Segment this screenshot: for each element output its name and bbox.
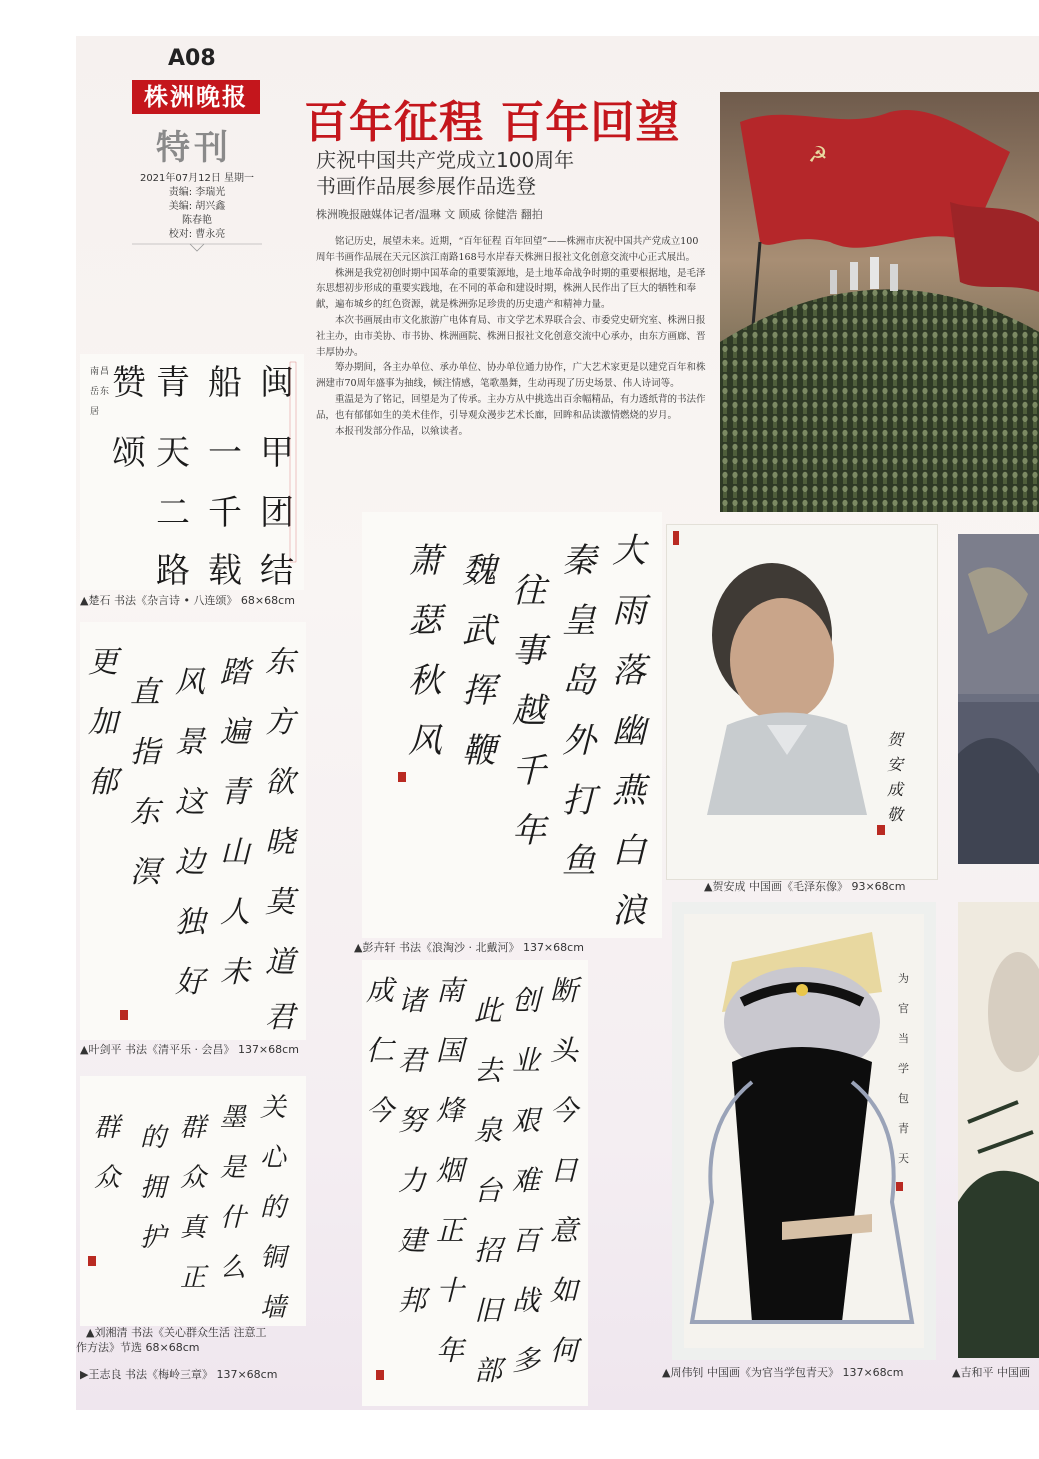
sub-headline-1: 庆祝中国共产党成立100周年 [316, 148, 575, 172]
svg-text:的: 的 [140, 1123, 167, 1153]
svg-text:日: 日 [550, 1154, 579, 1187]
svg-text:天: 天 [898, 1152, 909, 1165]
svg-text:墙: 墙 [260, 1293, 287, 1323]
svg-text:烟: 烟 [436, 1154, 465, 1187]
svg-text:雨: 雨 [612, 591, 646, 631]
svg-text:指: 指 [130, 735, 160, 770]
svg-text:建: 建 [398, 1224, 427, 1257]
newspaper-page [76, 36, 1039, 1410]
calligraphy-artwork-5 [362, 960, 588, 1406]
svg-text:墨: 墨 [220, 1103, 247, 1133]
svg-text:断: 断 [550, 974, 579, 1007]
svg-text:努: 努 [398, 1104, 427, 1137]
svg-text:泉: 泉 [474, 1114, 503, 1147]
calligraphy-artwork-3 [80, 1076, 306, 1326]
svg-text:浪: 浪 [612, 891, 646, 931]
editorial-credits [132, 172, 262, 259]
svg-text:外: 外 [562, 721, 596, 761]
caption: ▲彭卉轩 书法《浪淘沙 · 北戴河》 137×68cm [354, 941, 584, 954]
svg-text:青: 青 [156, 363, 190, 403]
svg-text:白: 白 [612, 831, 646, 871]
svg-text:这: 这 [175, 785, 205, 820]
svg-text:二: 二 [156, 493, 190, 533]
svg-text:武: 武 [462, 611, 496, 651]
svg-text:大: 大 [612, 531, 646, 571]
svg-text:踏: 踏 [220, 655, 250, 690]
svg-text:风: 风 [175, 665, 205, 700]
svg-text:正: 正 [180, 1263, 207, 1293]
svg-text:挥: 挥 [462, 671, 496, 711]
svg-text:越: 越 [512, 691, 546, 731]
svg-text:南: 南 [436, 974, 465, 1007]
svg-text:仁: 仁 [366, 1034, 395, 1067]
svg-text:君: 君 [265, 1000, 295, 1035]
svg-text:东: 东 [265, 645, 295, 680]
svg-text:千: 千 [208, 493, 242, 533]
svg-text:心: 心 [260, 1143, 287, 1173]
article-paragraph: 铭记历史，展望未来。近期，“百年征程 百年回望”——株洲市庆祝中国共产党成立100周年书画作品展在天元区滨江南路168号水岸春天株洲日报社文化创意交流中心正式展出。 [316, 236, 699, 263]
svg-text:何: 何 [550, 1334, 579, 1367]
svg-text:秋: 秋 [408, 661, 442, 701]
svg-text:么: 么 [220, 1253, 247, 1283]
svg-text:部: 部 [474, 1354, 503, 1387]
svg-text:郁: 郁 [88, 765, 118, 800]
svg-text:去: 去 [474, 1054, 503, 1087]
svg-text:人: 人 [220, 895, 250, 930]
svg-text:多: 多 [512, 1344, 541, 1377]
svg-text:十: 十 [436, 1274, 465, 1307]
svg-text:一: 一 [208, 433, 242, 473]
caption: ▶王志良 书法《梅岭三章》 137×68cm [80, 1368, 278, 1381]
article-paragraph: 本次书画展由市文化旅游广电体育局、市文学艺术界联合会、市委党史研究室、株洲日报社主办，由市美协、市书协、株洲画院、株洲日报社文化创意交流中心承办，由东方画廊、晋丰厚协办。 [316, 314, 706, 358]
svg-text:加: 加 [88, 705, 118, 740]
chevron-down-icon [132, 242, 262, 254]
art-editor-credit-2: 陈春艳 [182, 215, 212, 226]
svg-text:青: 青 [220, 775, 250, 810]
svg-text:颂: 颂 [112, 433, 146, 473]
svg-text:青: 青 [898, 1122, 909, 1135]
svg-text:风: 风 [408, 721, 442, 761]
svg-text:学: 学 [898, 1062, 909, 1075]
svg-text:包: 包 [898, 1092, 909, 1105]
svg-text:赞: 赞 [112, 363, 146, 403]
svg-text:船: 船 [208, 363, 242, 403]
publish-date: 2021年07月12日 星期一 [139, 173, 255, 184]
svg-text:护: 护 [140, 1223, 167, 1253]
svg-text:拥: 拥 [140, 1173, 167, 1203]
svg-text:众: 众 [94, 1163, 121, 1193]
svg-text:好: 好 [175, 965, 205, 1000]
svg-text:当: 当 [898, 1032, 909, 1045]
svg-text:欲: 欲 [265, 765, 295, 800]
svg-text:年: 年 [512, 811, 546, 851]
article-paragraph: 株洲是我党初创时期中国革命的重要策源地，是土地革命战争时期的重要根据地，是毛泽东思想初步形成的重要实践地，在不同的革命和建设时期，株洲人民作出了巨大的牺牲和奉献，遍布城乡的红色资源，就是株洲弥足珍贵的历史遗产和精神力量。 [316, 267, 706, 311]
svg-text:艰: 艰 [512, 1104, 541, 1137]
svg-text:年: 年 [436, 1334, 465, 1367]
svg-text:安: 安 [887, 755, 904, 774]
svg-text:皇: 皇 [562, 601, 596, 641]
svg-text:创: 创 [512, 984, 541, 1017]
svg-text:什: 什 [220, 1203, 247, 1233]
main-headline: 百年征程 百年回望 [304, 97, 681, 148]
svg-text:☭: ☭ [808, 143, 828, 168]
article-paragraph: 重温是为了铭记，回望是为了传承。主办方从中挑选出百余幅精品，有力透纸背的书法作品，也有郁郁如生的美术佳作，引导观众漫步艺术长廊，回眸和品读激情燃烧的岁月。 [316, 393, 706, 421]
caption: ▲周伟钊 中国画《为官当学包青天》 137×68cm [662, 1366, 904, 1379]
svg-text:结: 结 [260, 551, 294, 590]
article-paragraph: 筹办期间，各主办单位、承办单位、协办单位通力协作，广大艺术家更是以建党百年和株洲建市70周年盛事为抽线，倾注情感，笔歌墨舞，生动再现了历史场景、伟人诗词等。 [316, 362, 706, 390]
svg-text:方: 方 [265, 705, 295, 740]
svg-text:头: 头 [550, 1034, 579, 1067]
svg-text:今: 今 [550, 1094, 579, 1127]
svg-text:更: 更 [88, 645, 118, 680]
svg-text:打: 打 [562, 781, 596, 821]
svg-text:边: 边 [175, 845, 205, 880]
figure-painting [672, 902, 936, 1360]
svg-text:成: 成 [366, 974, 395, 1007]
svg-text:景: 景 [175, 725, 205, 760]
svg-text:岛: 岛 [562, 661, 596, 701]
svg-text:成: 成 [887, 780, 904, 799]
svg-text:岳: 岳 [90, 387, 100, 397]
svg-text:众: 众 [180, 1163, 207, 1193]
svg-text:南: 南 [90, 367, 100, 377]
calligraphy-artwork-4 [362, 512, 662, 938]
art-editor-credit: 美编: 胡兴鑫 [168, 201, 226, 212]
landscape-painting [958, 534, 1039, 864]
svg-text:秦: 秦 [562, 541, 596, 581]
svg-text:萧: 萧 [408, 541, 442, 581]
svg-text:群: 群 [180, 1113, 207, 1143]
svg-text:烽: 烽 [436, 1094, 465, 1127]
svg-text:真: 真 [180, 1213, 207, 1243]
sub-headline-2: 书画作品展参展作品选登 [316, 174, 536, 198]
flag-painting [720, 92, 1039, 512]
svg-text:官: 官 [898, 1002, 909, 1015]
svg-text:团: 团 [260, 493, 294, 533]
svg-text:直: 直 [130, 675, 160, 710]
calligraphy-artwork-2 [80, 622, 306, 1040]
page-number: A08 [168, 46, 216, 71]
svg-text:贺: 贺 [887, 730, 904, 749]
svg-text:业: 业 [512, 1044, 541, 1077]
caption: ▲贺安成 中国画《毛泽东像》 93×68cm [704, 880, 906, 893]
svg-text:难: 难 [512, 1164, 541, 1197]
svg-text:意: 意 [550, 1214, 579, 1247]
svg-text:此: 此 [474, 994, 503, 1027]
svg-text:邦: 邦 [398, 1284, 427, 1317]
svg-text:战: 战 [512, 1284, 541, 1317]
proofreader-credit: 校对: 曹永亮 [168, 229, 226, 240]
svg-text:敬: 敬 [887, 805, 904, 824]
svg-text:落: 落 [612, 651, 646, 691]
svg-text:居: 居 [90, 407, 100, 417]
calligraphy-artwork-1 [80, 354, 304, 590]
svg-text:君: 君 [398, 1044, 427, 1077]
svg-text:东: 东 [100, 387, 110, 397]
caption: ▲楚石 书法《杂言诗 • 八连颂》 68×68cm [80, 594, 295, 607]
svg-text:甲: 甲 [260, 433, 294, 473]
svg-text:群: 群 [94, 1113, 121, 1143]
svg-text:载: 载 [208, 551, 242, 590]
svg-text:瑟: 瑟 [408, 601, 442, 641]
svg-text:诸: 诸 [398, 984, 427, 1017]
section-title: 特刊 [156, 128, 232, 168]
svg-text:正: 正 [436, 1214, 465, 1247]
svg-text:闽: 闽 [260, 363, 294, 403]
svg-text:幽: 幽 [612, 711, 646, 751]
svg-text:往: 往 [512, 571, 546, 611]
svg-text:事: 事 [512, 631, 546, 671]
svg-text:今: 今 [366, 1094, 395, 1127]
svg-text:溟: 溟 [130, 855, 160, 890]
article-body [316, 234, 706, 439]
caption: ▲叶剑平 书法《清平乐 · 会昌》 137×68cm [80, 1043, 299, 1056]
svg-text:旧: 旧 [474, 1294, 503, 1327]
svg-text:独: 独 [175, 905, 205, 940]
caption: 作方法》节选 68×68cm [76, 1341, 200, 1354]
svg-text:鱼: 鱼 [562, 841, 596, 881]
svg-text:千: 千 [512, 751, 546, 791]
svg-text:百: 百 [512, 1224, 541, 1257]
svg-text:铜: 铜 [260, 1243, 287, 1273]
paper-logo: 株洲晚报 [132, 80, 260, 114]
svg-text:关: 关 [260, 1093, 287, 1123]
svg-text:的: 的 [260, 1193, 287, 1223]
svg-text:东: 东 [130, 795, 160, 830]
svg-text:鞭: 鞭 [462, 731, 496, 771]
article-paragraph: 本报刊发部分作品，以飨读者。 [335, 425, 469, 437]
caption: ▲刘湘清 书法《关心群众生活 注意工 [86, 1326, 267, 1339]
caption: ▲吉和平 中国画 [952, 1366, 1030, 1379]
svg-text:如: 如 [550, 1274, 579, 1307]
editor-credit: 责编: 李瑞光 [168, 187, 226, 198]
svg-text:国: 国 [436, 1034, 465, 1067]
svg-text:晓: 晓 [265, 825, 295, 860]
svg-text:力: 力 [398, 1164, 427, 1197]
portrait-painting [666, 524, 938, 880]
svg-text:道: 道 [265, 945, 295, 980]
pine-painting [958, 902, 1039, 1358]
svg-text:昌: 昌 [100, 367, 110, 377]
svg-text:魏: 魏 [462, 551, 496, 591]
svg-text:天: 天 [156, 433, 190, 473]
svg-text:遍: 遍 [220, 715, 250, 750]
byline: 株洲晚报融媒体记者/温琳 文 顾威 徐健浩 翻拍 [316, 208, 543, 221]
svg-text:为: 为 [898, 972, 909, 985]
svg-text:招: 招 [474, 1234, 503, 1267]
svg-text:路: 路 [156, 551, 190, 590]
svg-text:山: 山 [220, 835, 250, 870]
svg-text:是: 是 [220, 1153, 247, 1183]
svg-text:未: 未 [220, 955, 250, 990]
svg-text:燕: 燕 [612, 771, 646, 811]
svg-text:台: 台 [474, 1174, 503, 1207]
svg-text:莫: 莫 [265, 885, 295, 920]
